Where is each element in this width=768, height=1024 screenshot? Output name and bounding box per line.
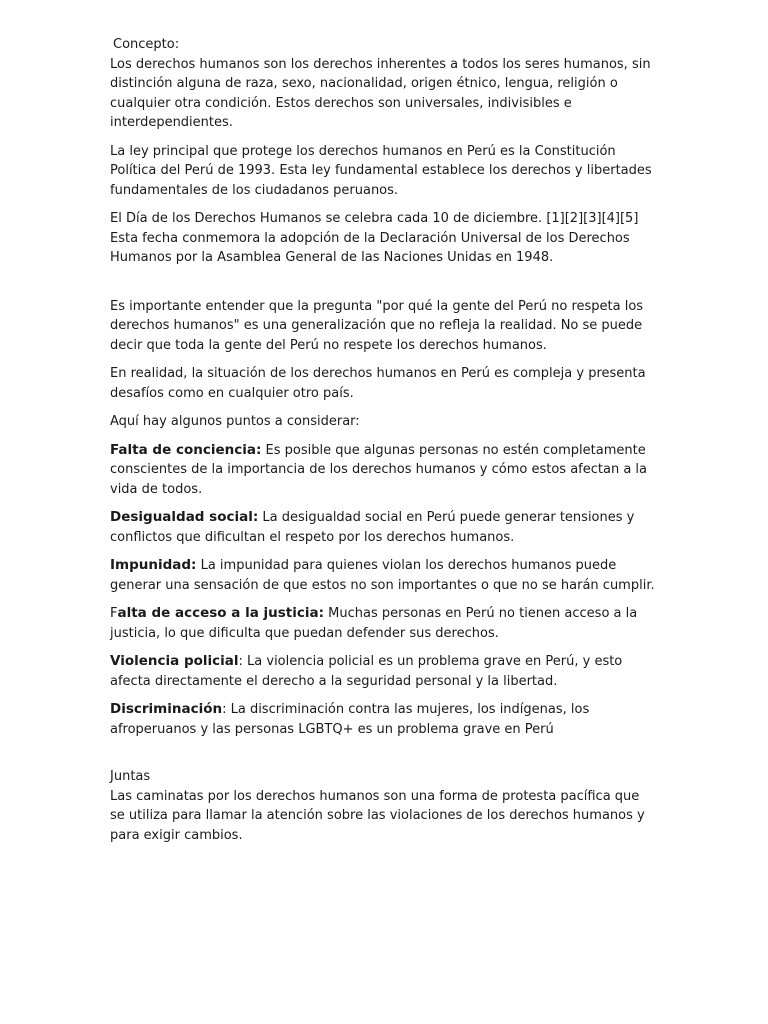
punto-discriminacion bbox=[110, 700, 658, 739]
punto-impunidad bbox=[110, 556, 658, 595]
punto-text: La impunidad para quienes violan los derechos humanos puede generar una sensación de que estos no son importantes o que no se harán cumplir. bbox=[110, 558, 655, 593]
puntos-intro: Aquí hay algunos puntos a considerar: bbox=[110, 414, 360, 429]
concepto-label: Concepto: bbox=[113, 37, 180, 52]
punto-text: : La discriminación contra las mujeres, los indígenas, los afroperuanos y las personas LGBTQ+ es un problema grave en Perú bbox=[110, 702, 590, 737]
punto-acceso-justicia bbox=[110, 604, 658, 643]
punto-title-prefix: F bbox=[110, 606, 118, 621]
punto-desigualdad-social bbox=[110, 508, 658, 547]
document-page bbox=[110, 35, 658, 854]
punto-title: Discriminación bbox=[110, 701, 223, 717]
punto-text: Muchas personas en Perú no tienen acceso a la justicia, lo que dificulta que puedan defender sus derechos. bbox=[110, 606, 638, 641]
punto-title: Falta de conciencia: bbox=[110, 441, 262, 458]
punto-text: Es posible que algunas personas no estén completamente conscientes de la importancia de los derechos humanos y cómo estos afectan a la vida de todos. bbox=[110, 442, 648, 497]
punto-title: Impunidad: bbox=[110, 557, 197, 573]
punto-falta-conciencia bbox=[110, 441, 658, 500]
juntas-text: Las caminatas por los derechos humanos son una forma de protesta pacífica que se utiliza para llamar la atención sobre las violaciones de los derechos humanos y para exigir cambios. bbox=[110, 788, 645, 843]
juntas-label: Juntas bbox=[110, 769, 151, 784]
realidad-paragraph: En realidad, la situación de los derechos humanos en Perú es compleja y presenta desafíos como en cualquier otro país. bbox=[110, 366, 646, 401]
punto-text: : La violencia policial es un problema grave en Perú, y esto afecta directamente el derecho a la seguridad personal y la libertad. bbox=[110, 654, 623, 689]
juntas-paragraph bbox=[110, 767, 658, 845]
punto-title: Violencia policial bbox=[110, 653, 239, 669]
punto-text: La desigualdad social en Perú puede generar tensiones y conflictos que dificultan el respeto por los derechos humanos. bbox=[110, 510, 635, 545]
concepto-text: Los derechos humanos son los derechos inherentes a todos los seres humanos, sin distinción alguna de raza, sexo, nacionalidad, origen étnico, lengua, religión o cualquier otra condición. Estos derechos son universales, indivisibles e interdependientes. bbox=[110, 56, 651, 130]
dia-paragraph: El Día de los Derechos Humanos se celebra cada 10 de diciembre. [1][2][3][4][5] Esta fecha conmemora la adopción de la Declaración Universal de los Derechos Humanos por la Asamblea General de las Naciones Unidas en 1948. bbox=[110, 211, 639, 265]
importante-paragraph: Es importante entender que la pregunta "por qué la gente del Perú no respeta los derechos humanos" es una generalización que no refleja la realidad. No se puede decir que toda la gente del Perú no respete los derechos humanos. bbox=[110, 298, 644, 353]
punto-title: Desigualdad social: bbox=[110, 509, 259, 525]
punto-violencia-policial bbox=[110, 652, 658, 691]
punto-title: alta de acceso a la justicia: bbox=[117, 605, 325, 621]
ley-paragraph: La ley principal que protege los derechos humanos en Perú es la Constitución Política del Perú de 1993. Esta ley fundamental establece los derechos y libertades fundamentales de los ciudadanos peruanos. bbox=[110, 143, 652, 198]
concepto-paragraph bbox=[110, 35, 658, 133]
